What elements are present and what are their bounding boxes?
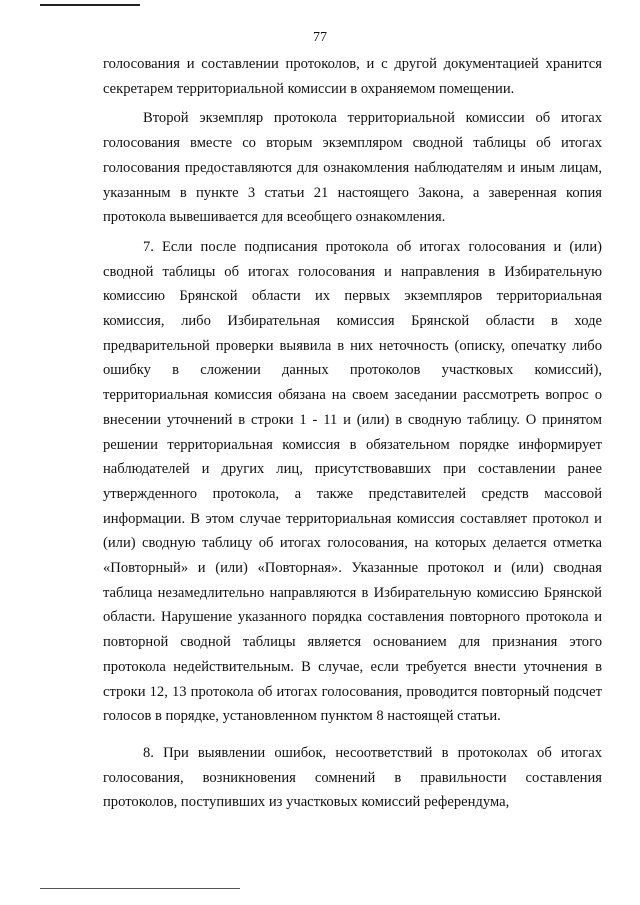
paragraph-continuation: голосования и составлении протоколов, и с другой документацией хранится секретарем территориальной комиссии в охраняемом помещении. [103,56,602,97]
paragraph-item-7: 7. Если после подписания протокола об итогах голосования и (или) сводной таблицы об итогах голосования и направления в Избирательную комиссию Брянской области их первых экземпляров территориальная комиссия, либо Избирательная комиссия Брянской области в ходе предварительной проверки выявила в них неточность (описку, опечатку либо ошибку в сложении данных протоколов участковых комиссий), территориальная комиссия обязана на своем заседании рассмотреть вопрос о внесении уточнений в строки 1 - 11 и (или) в сводную таблицу. О принятом решении территориальная комиссия в обязательном порядке информирует наблюдателей и других лиц, присутствовавших при составлении ранее утвержденного протокола, а также представителей средств массовой информации. В этом случае территориальная комиссия составляет протокол и (или) сводную таблицу об итогах голосования, на которых делается отметка «Повторный» и (или) «Повторная». Указанные протокол и (или) сводная таблица незамедлительно направляются в Избирательную комиссию Брянской области. Нарушение указанного порядка составления повторного протокола и повторной сводной таблицы является основанием для признания этого протокола недействительным. В случае, если требуется внести уточнения в строки 12, 13 протокола об итогах голосования, проводится повторный подсчет голосов в порядке, установленном пунктом 8 настоящей статьи. [103,238,602,725]
bottom-rule [40,888,240,889]
top-rule [40,4,140,6]
document-body [103,52,602,815]
paragraph-second-copy: Второй экземпляр протокола территориальной комиссии об итогах голосования вместе со вторым экземпляром сводной таблицы об итогах голосования предоставляются для ознакомления наблюдателям и иным лицам, указанным в пункте 3 статьи 21 настоящего Закона, а заверенная копия протокола вывешивается для всеобщего ознакомления. [103,110,602,226]
page-number: 77 [313,30,327,45]
paragraph-item-8: 8. При выявлении ошибок, несоответствий в протоколах об итогах голосования, возникновения сомнений в правильности составления протоколов, поступивших из участковых комиссий референдума, [103,744,602,811]
